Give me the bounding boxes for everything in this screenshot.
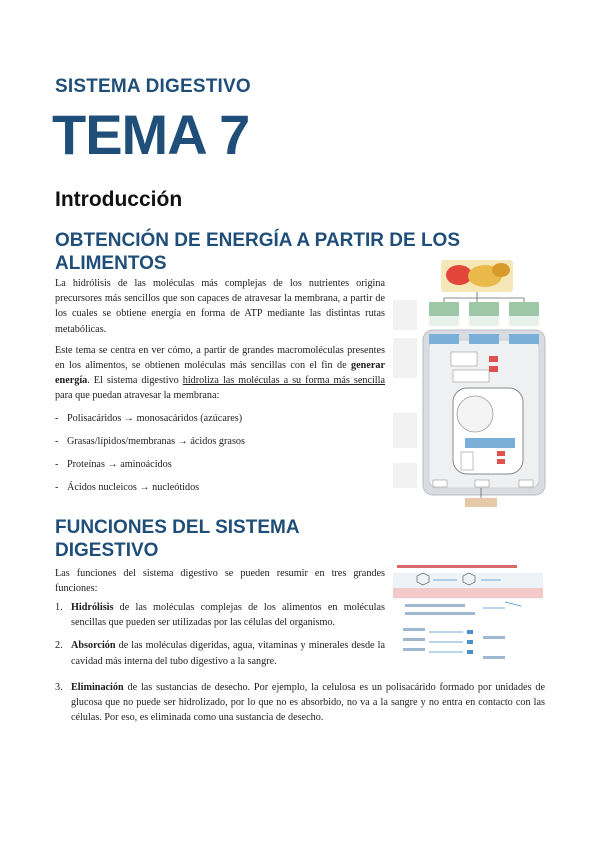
intro-heading: Introducción: [55, 188, 183, 211]
underlined-hidroliza: hidroliza las moléculas a su forma más sencilla: [182, 375, 385, 387]
list-item: - Proteínas → aminoácidos: [55, 458, 172, 470]
list-item: - Ácidos nucleicos → nucleótidos: [55, 481, 200, 493]
list-item: - Grasas/lípidos/membranas → ácidos grasos: [55, 435, 245, 447]
subject-kicker: SISTEMA DIGESTIVO: [55, 76, 251, 97]
metabolism-diagram: [393, 258, 548, 508]
list-item: - Polisacáridos → monosacáridos (azúcares): [55, 412, 243, 424]
paragraph-functions-intro: Las funciones del sistema digestivo se pueden resumir en tres grandes funciones:: [55, 568, 385, 595]
digestion-diagram: [393, 562, 548, 672]
section-heading-functions: FUNCIONES DEL SISTEMA DIGESTIVO: [55, 517, 299, 561]
paragraph-macromolecules: Este tema se centra en ver cómo, a partir de grandes macromoléculas presentes en los alimentos, se obtienen moléculas más sencillas con el fin de generar energía. El sistema digestivo hidroliza las moléculas a su forma más sencilla para que puedan atravesar la membrana:: [55, 344, 385, 402]
digestion-figure: [393, 562, 548, 672]
list-item: 2. Absorción de las moléculas digeridas, agua, vitaminas y minerales desde la cavidad más interna del tubo digestivo a la sangre.: [55, 640, 385, 667]
functions-list: [55, 600, 385, 669]
list-item: 3. Eliminación de las sustancias de desecho. Por ejemplo, la celulosa es un polisacárido formado por unidades de glucosa que no puede ser hidrolizado, por lo que no es absorbido, no va a la sangre y no entra en contacto con las células. Por eso, es eliminada como una sustancia de desecho.: [55, 682, 545, 724]
metabolism-figure: [393, 258, 548, 508]
functions-list-continued: [55, 680, 545, 726]
section-energy-body: [55, 276, 385, 495]
molecule-list: [55, 412, 385, 495]
bold-generar-energia: generar energía: [55, 360, 385, 387]
paragraph-hydrolysis: La hidrólisis de las moléculas más complejas de los nutrientes origina precursores más sencillos que son capaces de atravesar la membrana, a partir de los cuales se obtiene energía en forma de ATP mediante las distintas rutas metabólicas.: [55, 278, 385, 335]
svg-text:·: ·: [521, 604, 523, 610]
section-heading-energy: OBTENCIÓN DE ENERGÍA A PARTIR DE LOS ALIMENTOS: [55, 230, 461, 274]
list-item: 1. Hidrólisis de las moléculas complejas de los alimentos en moléculas sencillas que pueden ser utilizadas por las células del organismo.: [55, 602, 385, 629]
page-title: TEMA 7: [52, 103, 250, 166]
